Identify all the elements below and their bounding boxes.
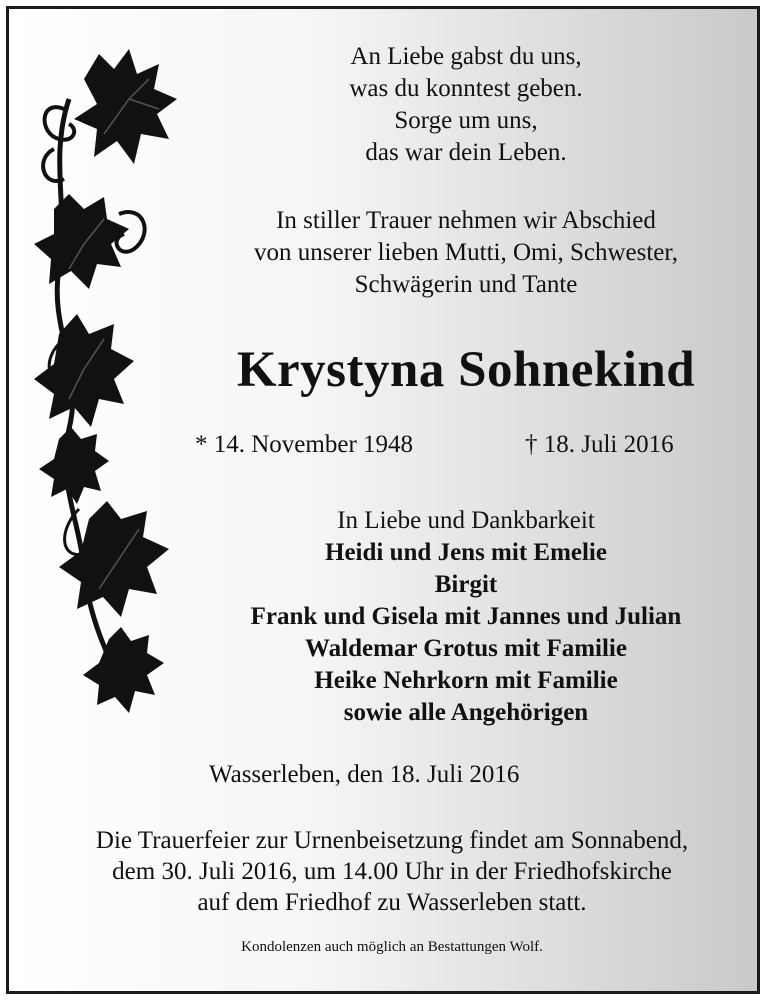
birth-date: * 14. November 1948 (195, 431, 414, 458)
obituary-card (6, 6, 760, 994)
intro-line-3: Schwägerin und Tante (354, 271, 578, 298)
intro-line-1: In stiller Trauer nehmen wir Abschied (276, 207, 656, 234)
death-date: † 18. Juli 2016 (525, 431, 674, 458)
family-member: Heidi und Jens mit Emelie (325, 539, 607, 566)
condolence-note: Kondolenzen auch möglich an Bestattungen Wolf. (241, 939, 543, 955)
intro-line-2: von unserer lieben Mutti, Omi, Schwester, (254, 239, 678, 266)
poem-line-2: was du konntest geben. (349, 75, 583, 102)
family-intro: In Liebe und Dankbarkeit (337, 507, 595, 534)
family-member: sowie alle Angehörigen (343, 699, 589, 726)
place-date: Wasserleben, den 18. Juli 2016 (209, 761, 520, 788)
family-member: Frank und Gisela mit Jannes und Julian (250, 603, 682, 630)
family-member: Birgit (434, 571, 498, 598)
poem-line-1: An Liebe gabst du uns, (350, 43, 582, 70)
poem-line-3: Sorge um uns, (394, 107, 538, 134)
family-member: Heike Nehrkorn mit Familie (314, 667, 618, 694)
ceremony-line-1: Die Trauerfeier zur Urnenbeisetzung findet am Sonnabend, (95, 827, 689, 854)
family-member: Waldemar Grotus mit Familie (305, 635, 627, 662)
poem-line-4: das war dein Leben. (365, 139, 567, 166)
ceremony-line-2: dem 30. Juli 2016, um 14.00 Uhr in der Friedhofskirche (112, 858, 672, 885)
deceased-name: Krystyna Sohnekind (236, 342, 696, 398)
ceremony-line-3: auf dem Friedhof zu Wasserleben statt. (197, 889, 587, 916)
